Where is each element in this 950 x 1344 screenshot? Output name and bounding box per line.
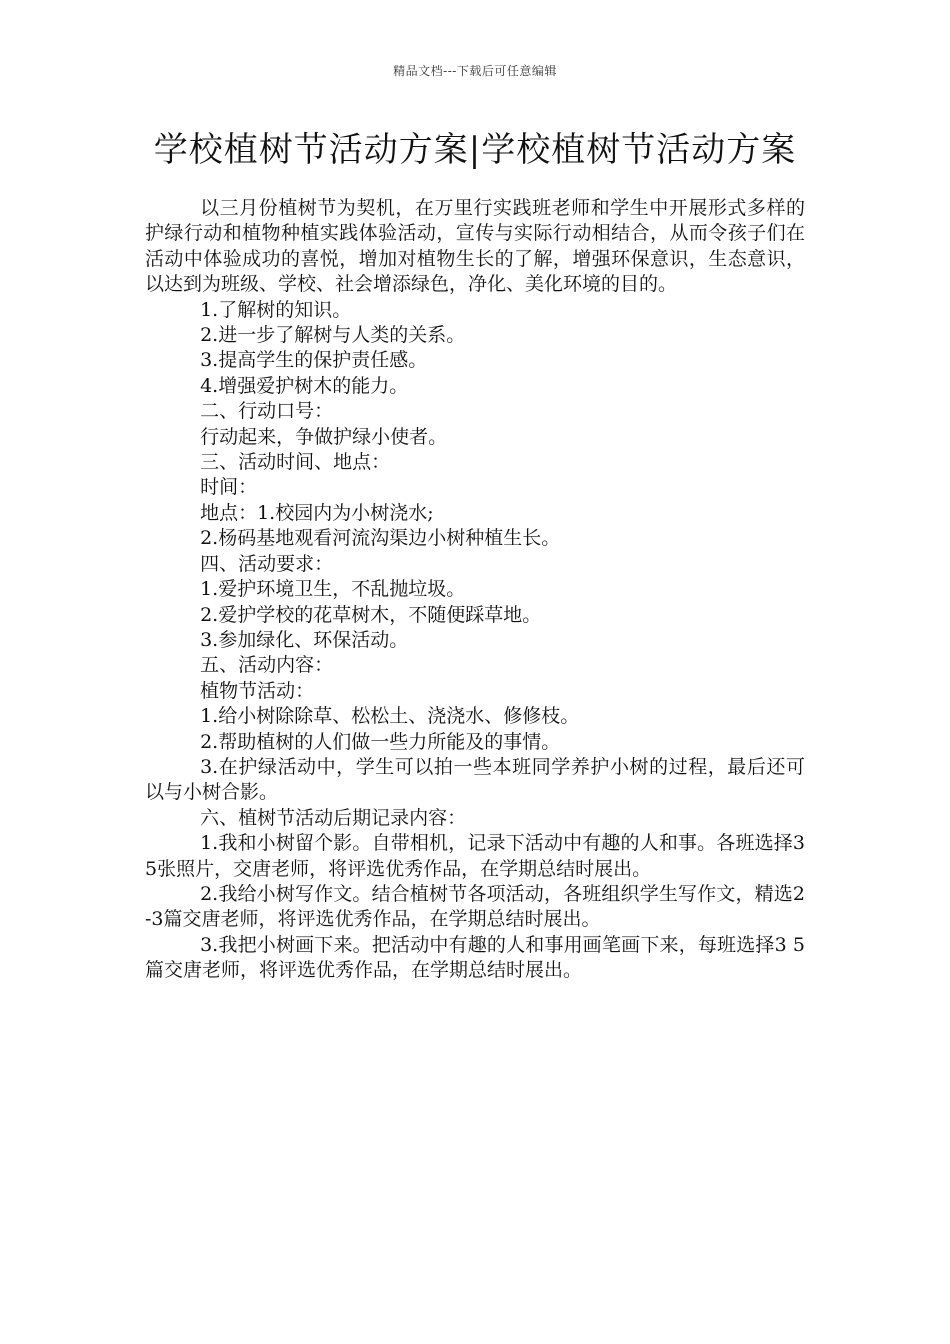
- goal-item-2: 2.进一步了解树与人类的关系。: [200, 324, 466, 347]
- section-heading-time-place: 三、活动时间、地点：: [200, 451, 391, 474]
- document-title: 学校植树节活动方案|学校植树节活动方案: [153, 130, 797, 170]
- intro-paragraph: 以三月份植树节为契机，在万里行实践班老师和学生中开展形式多样的护绿行动和植物种植实践体验活动，宣传与实际行动相结合，从而令孩子们在活动中体验成功的喜悦，增加对植物生长的了解，增强环保意识，生态意识，以达到为班级、学校、社会增添绿色，净化、美化环境的目的。: [145, 197, 805, 296]
- section-heading-records: 六、植树节活动后期记录内容：: [200, 806, 467, 829]
- goal-item-1: 1.了解树的知识。: [200, 298, 352, 321]
- goal-item-3: 3.提高学生的保护责任感。: [200, 349, 428, 372]
- document-body: [145, 196, 805, 984]
- section-heading-requirements: 四、活动要求：: [200, 552, 334, 575]
- time-label: 时间：: [200, 476, 258, 499]
- header-note: 精品文档---下载后可任意编辑: [393, 64, 557, 78]
- section-heading-slogan: 二、行动口号：: [200, 400, 334, 423]
- requirement-item-3: 3.参加绿化、环保活动。: [200, 628, 409, 651]
- content-subheading: 植物节活动：: [200, 679, 315, 702]
- place-item-2: 2.杨码基地观看河流沟渠边小树种植生长。: [200, 527, 561, 550]
- record-item-1: 1.我和小树留个影。自带相机，记录下活动中有趣的人和事。各班选择3 5张照片，交唐老师，将评选优秀作品，在学期总结时展出。: [145, 832, 805, 880]
- goal-item-4: 4.增强爱护树木的能力。: [200, 374, 409, 397]
- content-item-2: 2.帮助植树的人们做一些力所能及的事情。: [200, 730, 561, 753]
- record-item-3: 3.我把小树画下来。把活动中有趣的人和事用画笔画下来，每班选择3 5篇交唐老师，将评选优秀作品，在学期总结时展出。: [145, 933, 805, 982]
- record-item-2: 2.我给小树写作文。结合植树节各项活动，各班组织学生写作文，精选2-3篇交唐老师，将评选优秀作品，在学期总结时展出。: [145, 882, 805, 931]
- slogan-text: 行动起来，争做护绿小使者。: [200, 425, 448, 448]
- place-item-1: 地点：1.校园内为小树浇水;: [200, 501, 434, 524]
- section-heading-content: 五、活动内容：: [200, 654, 334, 677]
- requirement-item-2: 2.爱护学校的花草树木，不随便踩草地。: [200, 603, 542, 626]
- content-item-1: 1.给小树除除草、松松土、浇浇水、修修枝。: [200, 705, 580, 728]
- requirement-item-1: 1.爱护环境卫生，不乱抛垃圾。: [200, 578, 466, 601]
- content-item-3: 3.在护绿活动中，学生可以拍一些本班同学养护小树的过程，最后还可以与小树合影。: [145, 755, 805, 804]
